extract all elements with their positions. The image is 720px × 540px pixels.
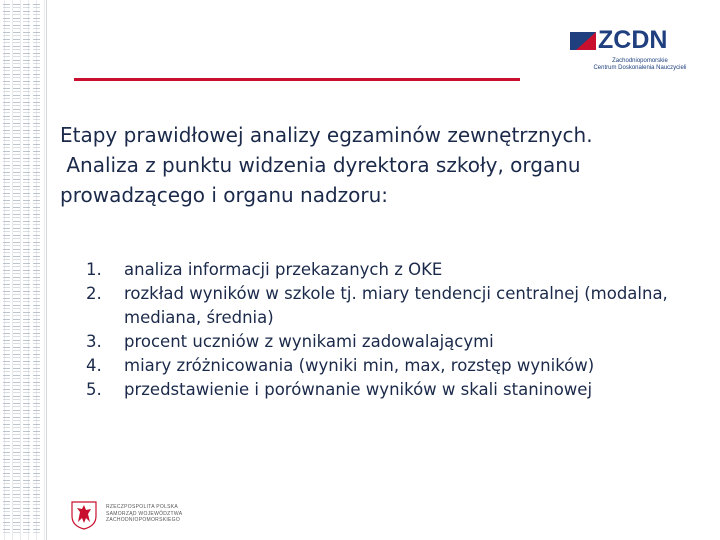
griffin-emblem-icon: [68, 500, 100, 530]
list-item: [86, 378, 696, 402]
item-text: analiza informacji przekazanych z OKE: [124, 260, 443, 279]
list-item: [86, 354, 696, 378]
item-text: procent uczniów z wynikami zadowalającymi: [124, 332, 494, 351]
list-item: [86, 330, 696, 354]
side-strip-divider: [46, 0, 47, 540]
item-number: 3.: [86, 332, 102, 351]
footer-text: [106, 504, 216, 524]
list-item: [86, 258, 696, 282]
item-text: miary zróżnicowania (wyniki min, max, rozstęp wyników): [124, 356, 595, 375]
logo-subtitle-line: Zachodniopomorskie: [612, 58, 668, 64]
item-text: rozkład wyników w szkole tj. miary tendencji centralnej (modalna, mediana, średnia): [124, 284, 668, 327]
red-divider: [74, 78, 520, 81]
item-number: 4.: [86, 356, 102, 375]
item-number: 5.: [86, 380, 102, 399]
zcdn-logo: [570, 28, 690, 74]
decorative-text-column: [3, 4, 10, 536]
steps-list: [86, 258, 696, 402]
item-number: 2.: [86, 284, 102, 303]
decorative-text-column: [33, 4, 40, 536]
item-number: 1.: [86, 260, 102, 279]
footer-logo: [68, 500, 198, 530]
logo-name: ZCDN: [598, 26, 668, 54]
item-text: przedstawienie i porównanie wyników w skali staninowej: [124, 380, 593, 399]
decorative-text-column: [13, 4, 20, 536]
list-item: [86, 282, 696, 330]
zcdn-flag-icon: [570, 28, 598, 52]
slide-title: [60, 120, 690, 210]
title-line: Etapy prawidłowej analizy egzaminów zewnętrznych.: [60, 123, 593, 147]
logo-subtitle-line: Centrum Doskonalenia Nauczycieli: [593, 65, 687, 71]
title-line: prowadzącego i organu nadzoru:: [60, 183, 389, 207]
decorative-text-column: [23, 4, 30, 536]
decorative-side-strip: [0, 0, 48, 540]
footer-line: SAMORZĄD WOJEWÓDZTWA: [106, 510, 183, 517]
logo-subtitle: [590, 58, 690, 72]
footer-line: RZECZPOSPOLITA POLSKA: [106, 504, 179, 510]
footer-line: ZACHODNIOPOMORSKIEGO: [106, 517, 181, 523]
title-line: Analiza z punktu widzenia dyrektora szkoły, organu: [60, 153, 581, 177]
